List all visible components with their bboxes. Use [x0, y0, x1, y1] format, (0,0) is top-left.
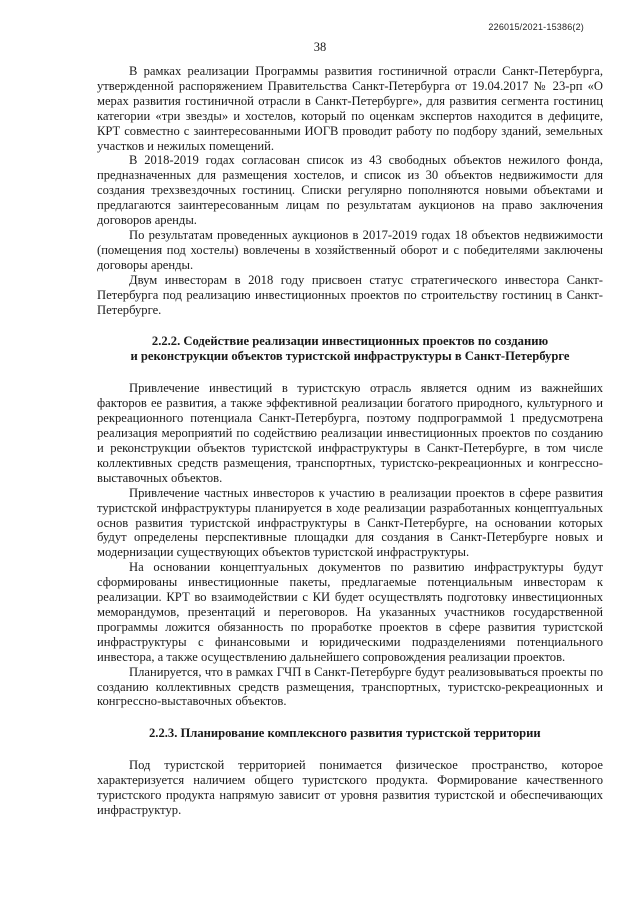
section-spacer — [97, 317, 603, 334]
section-heading-line: 2.2.3. Планирование комплексного развития туристской территории — [149, 726, 541, 741]
body-paragraph: Привлечение частных инвесторов к участию в реализации проектов в сфере развития туристской инфраструктуры планируется в ходе реализации разработанных концептуальных основ развития туристской инфраструктуры в Санкт-Петербурге, на основании которых будут определены перспективные площадки для создания в Санкт-Петербурге новых и модернизации существующих объектов туристской инфраструктуры. — [97, 485, 603, 560]
section-spacer — [97, 709, 603, 726]
section-heading — [97, 334, 603, 364]
page-number: 38 — [313, 40, 327, 54]
body-paragraph: По результатам проведенных аукционов в 2017-2019 годах 18 объектов недвижимости (помещения под хостелы) вовлечены в хозяйственный оборот и с победителями заключены договоры аренды. — [97, 227, 603, 272]
body-paragraph: Под туристской территорией понимается физическое пространство, которое характеризуется наличием общего туристского продукта. Формирование качественного туристского продукта напрямую зависит от уровня развития туристской и обеспечивающих инфраструктур. — [97, 758, 603, 818]
section-spacer — [97, 741, 603, 758]
body-paragraph: На основании концептуальных документов по развитию инфраструктуры будут сформированы инвестиционные пакеты, предлагаемые потенциальным инвесторам к реализации. КРТ во взаимодействии с КИ будет осуществлять подготовку инвестиционных меморандумов, презентаций и переговоров. На указанных участников государственной программы ложится обязанность по проработке проектов в сфере развития туристской инфраструктуры с финансовыми и юридическими подразделениями потенциального инвестора, а также осуществлению дальнейшего сопровождения реализации проектов. — [97, 560, 603, 664]
document-registration-number: 226015/2021-15386(2) — [488, 22, 584, 32]
body-paragraph: Планируется, что в рамках ГЧП в Санкт-Петербурге будут реализовываться проекты по созданию коллективных средств размещения, транспортных, туристско-рекреационных и конгрессно-выставочных объектов. — [97, 664, 603, 709]
section-heading — [97, 726, 603, 741]
body-paragraph: Привлечение инвестиций в туристскую отрасль является одним из важнейших факторов ее развития, а также эффективной реализации богатого природного, культурного и рекреационного потенциала Санкт-Петербурга, поэтому подпрограммой 1 предусмотрена реализация мероприятий по содействию реализации инвестиционных проектов по созданию и реконструкции объектов туристской инфраструктуры в Санкт-Петербурге, в том числе коллективных средств размещения, транспортных, туристско-рекреационных и конгрессно-выставочных объектов. — [97, 381, 603, 485]
document-body — [97, 64, 603, 818]
body-paragraph: В рамках реализации Программы развития гостиничной отрасли Санкт-Петербурга, утвержденной распоряжением Правительства Санкт-Петербурга от 19.04.2017 № 23-рп «О мерах развития гостиничной отрасли в Санкт-Петербурге», для развития сегмента гостиниц категории «три звезды» и хостелов, который по оценкам экспертов находится в дефиците, КРТ совместно с заинтересованными ИОГВ проводит работу по подбору зданий, земельных участков и нежилых помещений. — [97, 64, 603, 153]
section-spacer — [97, 364, 603, 381]
section-heading-line: и реконструкции объектов туристской инфраструктуры в Санкт-Петербурге — [130, 349, 570, 364]
section-heading-line: 2.2.2. Содействие реализации инвестиционных проектов по созданию — [151, 334, 549, 349]
body-paragraph: Двум инвесторам в 2018 году присвоен статус стратегического инвестора Санкт-Петербурга под реализацию инвестиционных проектов по строительству гостиниц в Санкт-Петербурге. — [97, 272, 603, 317]
body-paragraph: В 2018-2019 годах согласован список из 43 свободных объектов нежилого фонда, предназначенных для размещения хостелов, и список из 30 объектов недвижимости для создания трехзвездочных гостиниц. Списки регулярно пополняются новыми объектами и предлагаются заинтересованным лицам по результатам аукционов на право заключения договоров аренды. — [97, 153, 603, 228]
